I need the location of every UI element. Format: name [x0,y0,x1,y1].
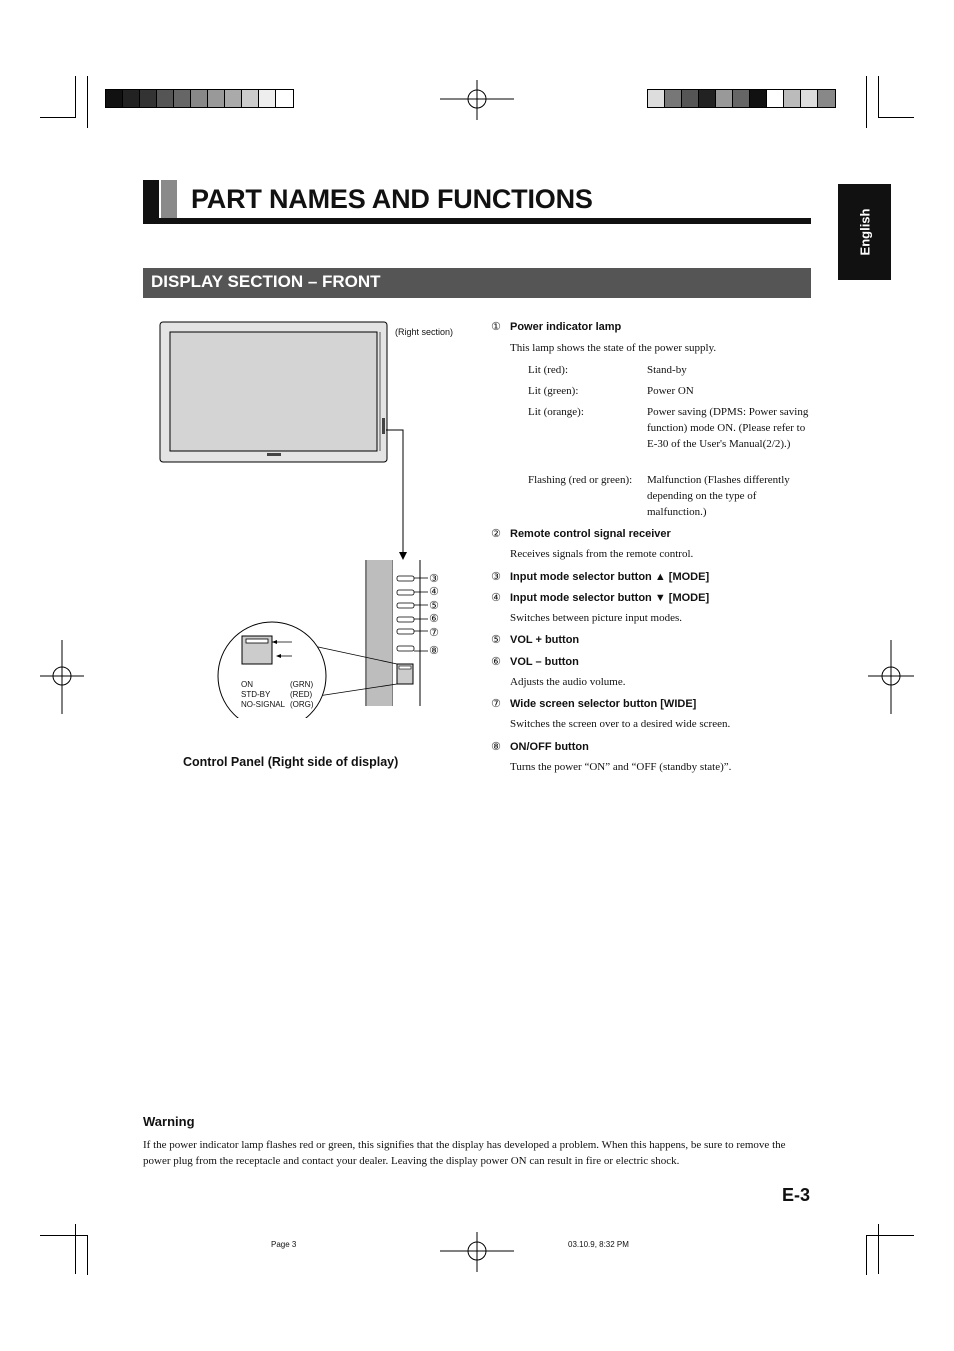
item-4-heading [491,591,821,604]
item-1-number: ① [491,320,501,333]
lamp-state-1-label: Lit (red): [528,364,569,376]
item-6-title: VOL – button [510,656,579,668]
item-1-heading [491,320,821,333]
item-2-title: Remote control signal receiver [510,528,671,540]
warning-title: Warning [143,1114,195,1129]
item-7-title: Wide screen selector button [WIDE] [510,698,697,710]
item-7-heading [491,697,821,710]
lamp-state-4-label: Flashing (red or green): [528,474,633,486]
item-8-text: Turns the power “ON” and “OFF (standby state)”. [510,761,732,773]
status-color-red: (RED) [290,690,313,699]
status-color-orange: (ORG) [290,700,314,709]
title-marker [143,180,177,218]
item-5-number: ⑤ [491,633,501,646]
density-bar-right [647,89,836,108]
item-8-number: ⑧ [491,740,501,753]
status-line-on: ON [241,680,253,689]
lamp-state-3-value: Power saving (DPMS: Power saving function) mode ON. (Please refer to E-30 of the User's Manual(2/2).) [647,406,809,450]
footer-page: Page 3 [271,1240,297,1249]
item-2-number: ② [491,527,501,540]
status-line-standby: STD-BY [241,690,271,699]
item-1-text: This lamp shows the state of the power supply. [510,342,717,354]
page-number: E-3 [782,1185,811,1205]
item-7-text: Switches the screen over to a desired wide screen. [510,718,731,730]
item-5-heading [491,633,821,646]
warning-text: If the power indicator lamp flashes red or green, this signifies that the display has developed a problem. When this happens, be sure to remove the power plug from the receptacle and contact your dealer. Leaving the display power ON can result in fire or electric shock. [143,1139,786,1167]
item-6-text: Adjusts the audio volume. [510,676,626,688]
callout-6: ⑥ [429,612,439,626]
item-6-heading [491,655,821,668]
figure-caption: Control Panel (Right side of display) [183,755,399,769]
item-2-text: Receives signals from the remote control. [510,548,694,560]
item-8-heading [491,740,821,753]
density-bar-left [105,89,294,108]
item-2-heading [491,527,821,540]
callout-7: ⑦ [429,625,439,639]
language-tab-label: English [857,208,872,256]
callout-5: ⑤ [429,598,439,612]
lamp-state-1-value: Stand-by [647,364,687,376]
item-3-heading [491,570,821,583]
item-3-title: Input mode selector button ▲ [MODE] [510,571,710,583]
status-legend [241,680,285,710]
lamp-state-2-label: Lit (green): [528,385,579,397]
item-4-text: Switches between picture input modes. [510,612,682,624]
status-color-legend [290,680,314,710]
status-line-no-signal: NO-SIGNAL [241,700,286,709]
item-8-title: ON/OFF button [510,741,589,753]
registration-mark-top [440,80,514,120]
registration-mark-left [40,640,84,714]
section-heading [143,268,811,298]
callout-8: ⑧ [429,644,439,658]
item-1-title: Power indicator lamp [510,321,622,333]
callout-3: ③ [429,572,439,585]
language-tab [838,184,891,280]
footer-timestamp: 03.10.9, 8:32 PM [568,1240,629,1249]
status-color-green: (GRN) [290,680,314,689]
lamp-state-2-value: Power ON [647,385,694,397]
lamp-state-4-value: Malfunction (Flashes differently depending on the type of malfunction.) [647,474,790,518]
display-diagram [150,318,470,718]
item-4-number: ④ [491,591,501,604]
registration-mark-bottom [440,1232,514,1272]
item-6-number: ⑥ [491,655,501,668]
callout-4: ④ [429,585,439,599]
registration-mark-right [868,640,914,714]
item-5-title: VOL + button [510,634,580,646]
page-title: PART NAMES AND FUNCTIONS [191,184,593,214]
item-7-number: ⑦ [491,697,501,710]
item-3-number: ③ [491,570,501,583]
right-section-label: (Right section) [395,327,454,337]
callout-numbers [429,572,439,657]
section-heading-label: DISPLAY SECTION – FRONT [151,272,381,291]
lamp-state-3-label: Lit (orange): [528,406,584,418]
title-rule [143,218,811,224]
item-4-title: Input mode selector button ▼ [MODE] [510,592,710,604]
